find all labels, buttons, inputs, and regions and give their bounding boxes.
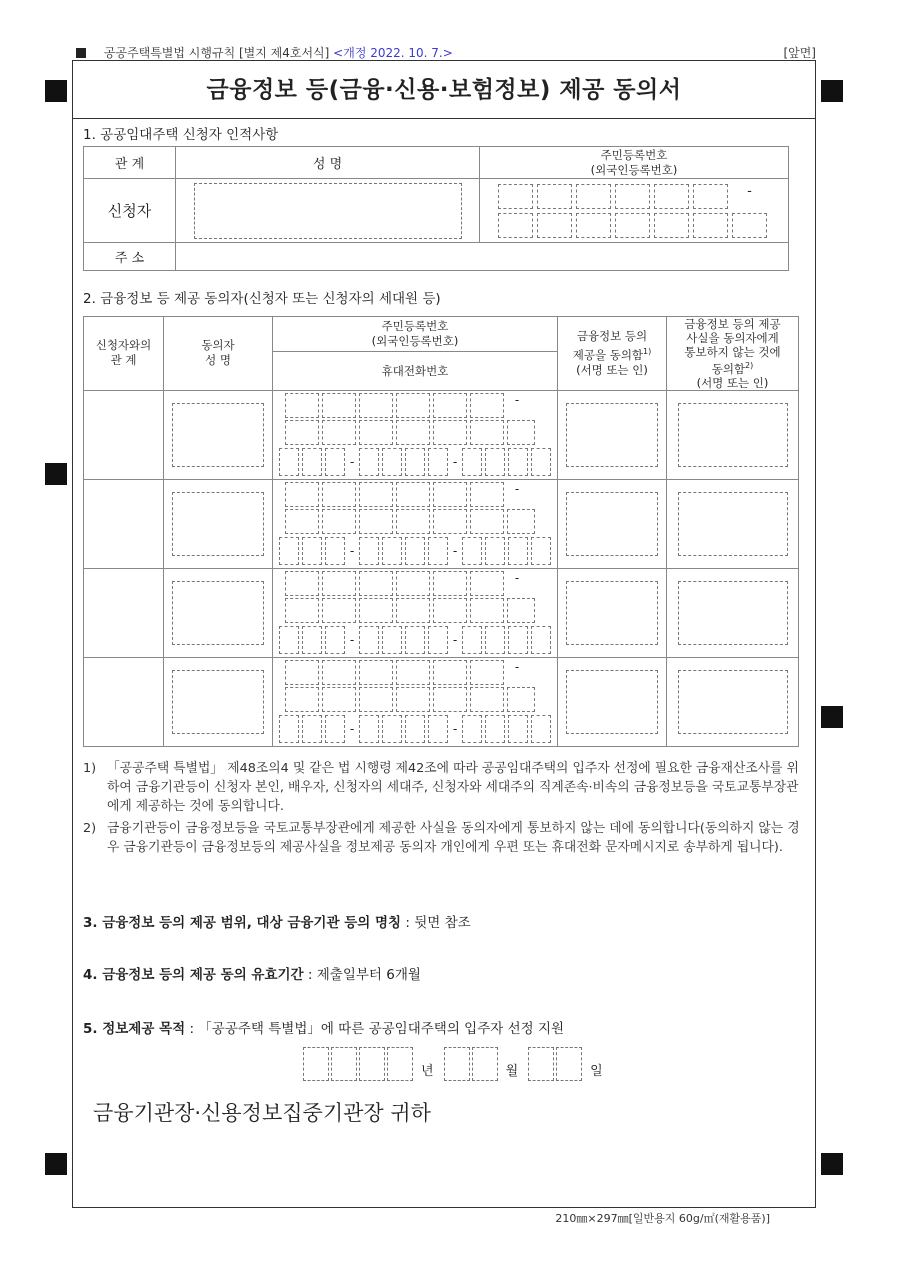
header-id bbox=[480, 147, 789, 179]
address-field[interactable] bbox=[176, 243, 789, 271]
consenter-row bbox=[84, 479, 799, 568]
applicant-table bbox=[83, 146, 789, 271]
consenter-row bbox=[84, 657, 799, 746]
consenter-relation-field[interactable] bbox=[84, 568, 164, 657]
consent-signature-field[interactable] bbox=[566, 581, 658, 645]
item-purpose-label: 5. 정보제공 목적 bbox=[83, 1021, 186, 1037]
header-name: 성 명 bbox=[176, 147, 480, 179]
no-notify-signature-field[interactable] bbox=[678, 581, 788, 645]
registration-mark-icon bbox=[45, 80, 67, 102]
year-digit-box[interactable] bbox=[303, 1047, 329, 1081]
consenter-id-front-field[interactable]: - bbox=[285, 482, 557, 507]
year-digit-box[interactable] bbox=[359, 1047, 385, 1081]
consenter-row bbox=[84, 568, 799, 657]
header-id-sublabel: (외국인등록번호) bbox=[371, 334, 459, 349]
header-notify-line2: 사실을 동의자에게 bbox=[686, 331, 779, 345]
consenter-id-phone-cell bbox=[273, 657, 558, 746]
registration-mark-icon bbox=[45, 463, 67, 485]
consent-table bbox=[83, 316, 799, 747]
footnote-text: 금융기관등이 금융정보등을 국토교통부장관에게 제공한 사실을 동의자에게 통보하지 않는 데에 동의합니다(동의하지 않는 경우 금융기관등이 금융정보등의 제공사실을 정보제공 동의자 개인에게 우편 또는 휴대전화 문자메시지로 송부하게 됩니다). bbox=[107, 821, 800, 855]
consenter-name-field[interactable] bbox=[172, 492, 264, 556]
consenter-relation-field[interactable] bbox=[84, 479, 164, 568]
item-scope bbox=[83, 911, 471, 931]
consenter-phone-field[interactable]: - - bbox=[273, 448, 557, 476]
month-digit-box[interactable] bbox=[444, 1047, 470, 1081]
footnote-text: 「공공주택 특별법」 제48조의4 및 같은 법 시행령 제42조에 따라 공공임대주택의 입주자 선정에 필요한 금융재산조사를 위하여 금융기관등이 신청자 본인, 배우자, 신청자의 세대주, 신청자와 세대주의 직계존속·비속의 금융정보등을 국토교통부장관에게 제공하는 것에 동의합니다. bbox=[107, 761, 799, 814]
header-no-notify bbox=[667, 317, 799, 391]
item-purpose bbox=[83, 1017, 564, 1037]
header-id-sublabel: (외국인등록번호) bbox=[590, 162, 678, 177]
consenter-id-back-field[interactable] bbox=[285, 509, 557, 534]
header-name-line1: 동의자 bbox=[201, 338, 235, 353]
header-consent-line3: (서명 또는 인) bbox=[576, 362, 648, 377]
applicant-name-cell bbox=[176, 179, 480, 243]
consenter-row bbox=[84, 390, 799, 479]
year-digit-box[interactable] bbox=[331, 1047, 357, 1081]
consenter-id-front-field[interactable]: - bbox=[285, 660, 557, 685]
consenter-id-back-field[interactable] bbox=[285, 687, 557, 712]
applicant-id-cell bbox=[480, 179, 789, 243]
no-notify-signature-cell bbox=[667, 657, 799, 746]
form-title: 금융정보 등(금융·신용·보험정보) 제공 동의서 bbox=[73, 61, 815, 119]
section2-heading: 2. 금융정보 등 제공 동의자(신청자 또는 신청자의 세대원 등) bbox=[83, 291, 441, 307]
consenter-phone-field[interactable]: - - bbox=[273, 537, 557, 565]
day-digit-box[interactable] bbox=[556, 1047, 582, 1081]
header-id bbox=[273, 317, 558, 352]
item-validity bbox=[83, 963, 421, 983]
header-consent bbox=[558, 317, 667, 391]
header-notify-line1: 금융정보 등의 제공 bbox=[684, 317, 781, 331]
consent-signature-field[interactable] bbox=[566, 492, 658, 556]
header-relation-line2: 관 계 bbox=[110, 353, 137, 368]
consenter-id-back-field[interactable] bbox=[285, 598, 557, 623]
registration-mark-icon bbox=[821, 80, 843, 102]
row-address-label: 주 소 bbox=[84, 243, 176, 271]
registration-mark-icon bbox=[45, 1153, 67, 1175]
consenter-id-phone-cell bbox=[273, 390, 558, 479]
consenter-name-cell bbox=[164, 479, 273, 568]
consenter-name-field[interactable] bbox=[172, 670, 264, 734]
paper-spec: 210㎜×297㎜[일반용지 60g/㎡(재활용품)] bbox=[555, 1212, 770, 1225]
item-scope-label: 3. 금융정보 등의 제공 범위, 대상 금융기관 등의 명칭 bbox=[83, 915, 402, 931]
footnote-1 bbox=[83, 759, 807, 816]
consenter-relation-field[interactable] bbox=[84, 390, 164, 479]
section1-heading: 1. 공공임대주택 신청자 인적사항 bbox=[83, 127, 279, 143]
consenter-name-cell bbox=[164, 657, 273, 746]
revision-date: <개정 2022. 10. 7.> bbox=[333, 46, 453, 60]
consenter-relation-field[interactable] bbox=[84, 657, 164, 746]
consent-signature-field[interactable] bbox=[566, 403, 658, 467]
no-notify-signature-cell bbox=[667, 390, 799, 479]
date-field bbox=[303, 1047, 611, 1081]
applicant-name-field[interactable] bbox=[194, 183, 462, 239]
page-side-label: [앞면] bbox=[783, 46, 816, 60]
no-notify-signature-cell bbox=[667, 568, 799, 657]
no-notify-signature-field[interactable] bbox=[678, 670, 788, 734]
footnote-number: 2) bbox=[83, 821, 97, 836]
footnote-number: 1) bbox=[83, 761, 97, 776]
no-notify-signature-field[interactable] bbox=[678, 403, 788, 467]
header-relation bbox=[84, 317, 164, 391]
item-purpose-value: : 「공공주택 특별법」에 따른 공공임대주택의 입주자 선정 지원 bbox=[185, 1021, 565, 1037]
month-digit-box[interactable] bbox=[472, 1047, 498, 1081]
header-phone: 휴대전화번호 bbox=[273, 352, 558, 390]
applicant-id-back-field[interactable] bbox=[498, 213, 767, 238]
addressee: 금융기관장·신용정보집중기관장 귀하 bbox=[93, 1101, 431, 1125]
year-label: 년 bbox=[421, 1064, 434, 1079]
applicant-id-front-field[interactable]: - bbox=[498, 184, 767, 209]
form-frame bbox=[72, 60, 816, 1208]
day-digit-box[interactable] bbox=[528, 1047, 554, 1081]
consenter-name-cell bbox=[164, 568, 273, 657]
form-law-reference: 공공주택특별법 시행규칙 [별지 제4호서식] bbox=[103, 46, 330, 60]
item-scope-value: : 뒷면 참조 bbox=[401, 915, 471, 931]
consent-signature-cell bbox=[558, 657, 667, 746]
footnote-2 bbox=[83, 819, 807, 857]
item-validity-value: : 제출일부터 6개월 bbox=[303, 967, 421, 983]
consent-signature-cell bbox=[558, 390, 667, 479]
consenter-id-back-field[interactable] bbox=[285, 420, 557, 445]
form-header bbox=[76, 44, 816, 61]
year-digit-box[interactable] bbox=[387, 1047, 413, 1081]
header-consenter-name bbox=[164, 317, 273, 391]
consent-signature-cell bbox=[558, 568, 667, 657]
bullet-square-icon bbox=[76, 48, 86, 58]
footnotes bbox=[83, 759, 807, 860]
header-relation-line1: 신청자와의 bbox=[95, 338, 152, 353]
no-notify-signature-cell bbox=[667, 479, 799, 568]
header-id-label: 주민등록번호 bbox=[381, 319, 449, 334]
consenter-name-field[interactable] bbox=[172, 403, 264, 467]
no-notify-signature-field[interactable] bbox=[678, 492, 788, 556]
consenter-id-front-field[interactable]: - bbox=[285, 571, 557, 596]
consenter-phone-field[interactable]: - - bbox=[273, 715, 557, 743]
header-id-label: 주민등록번호 bbox=[600, 147, 668, 162]
consenter-name-cell bbox=[164, 390, 273, 479]
consenter-phone-field[interactable]: - - bbox=[273, 626, 557, 654]
header-relation: 관 계 bbox=[84, 147, 176, 179]
day-label: 일 bbox=[590, 1064, 603, 1079]
header-consent-line1: 금융정보 등의 bbox=[576, 329, 648, 343]
item-validity-label: 4. 금융정보 등의 제공 동의 유효기간 bbox=[83, 967, 304, 983]
header-consent-line2: 제공을 동의함 bbox=[572, 347, 644, 362]
registration-mark-icon bbox=[821, 1153, 843, 1175]
consenter-id-phone-cell bbox=[273, 568, 558, 657]
footnote-ref-1: 1) bbox=[643, 347, 652, 356]
consent-signature-cell bbox=[558, 479, 667, 568]
registration-mark-icon bbox=[821, 706, 843, 728]
row-applicant-label: 신청자 bbox=[84, 179, 176, 243]
header-notify-line3: 통보하지 않는 것에 bbox=[684, 345, 781, 359]
footnote-ref-2: 2) bbox=[745, 361, 754, 370]
consent-signature-field[interactable] bbox=[566, 670, 658, 734]
month-label: 월 bbox=[505, 1064, 519, 1079]
consenter-name-field[interactable] bbox=[172, 581, 264, 645]
header-notify-line5: (서명 또는 인) bbox=[696, 375, 769, 390]
consenter-id-front-field[interactable]: - bbox=[285, 393, 557, 418]
consenter-id-phone-cell bbox=[273, 479, 558, 568]
header-name-line2: 성 명 bbox=[205, 353, 231, 368]
header-notify-line4: 동의함 bbox=[711, 361, 746, 376]
